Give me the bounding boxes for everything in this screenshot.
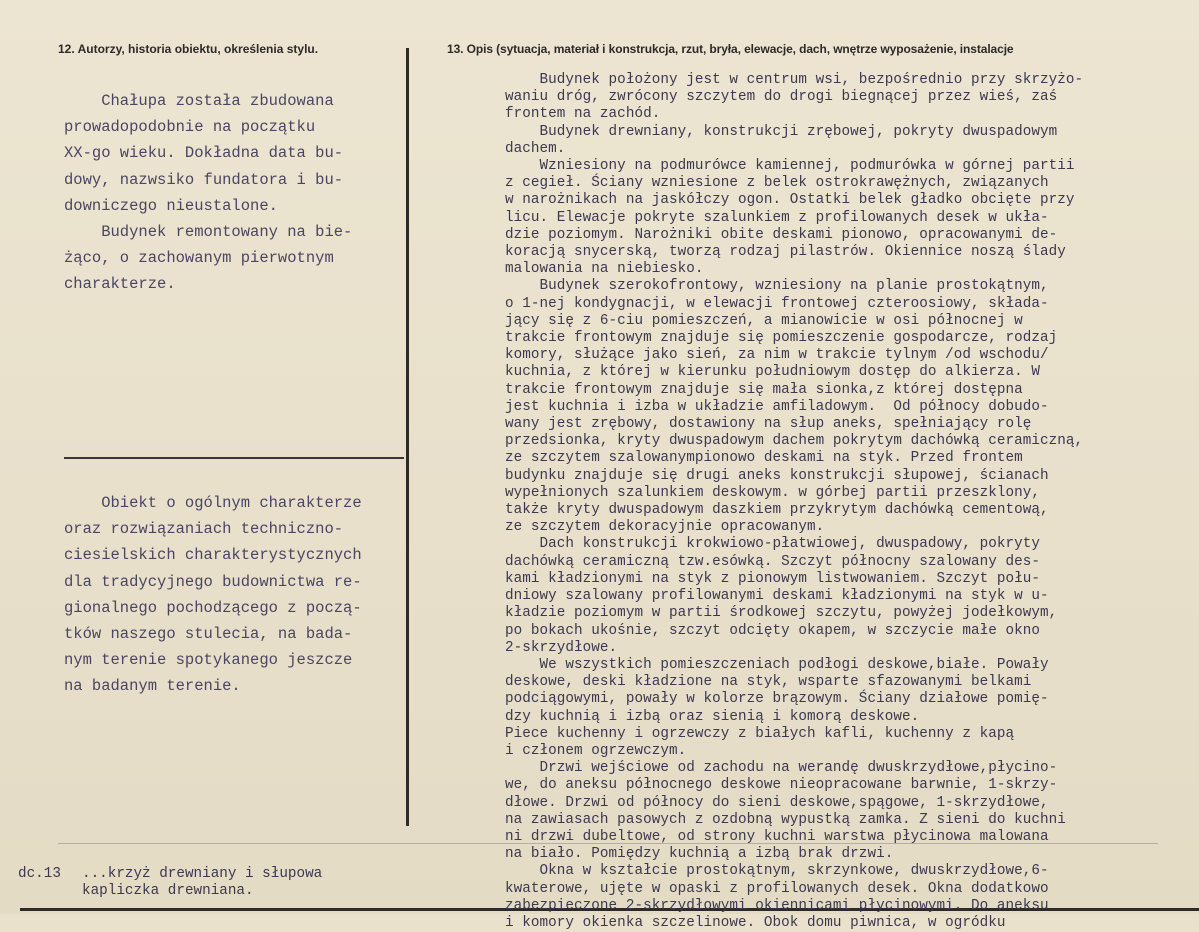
- footer-note: ...krzyż drewniany i słupowa kapliczka drewniana.: [82, 866, 323, 900]
- section-12-header: 12. Autorzy, historia obiektu, określenia stylu.: [58, 42, 319, 56]
- history-text: Chałupa została zbudowana prowadopodobnie na początku XX-go wieku. Dokładna data bu- dowy, nazwsiko fundatora i bu- downiczego nieustalone. Budynek remontowany na bie- żąco, o zachowanym pierwotnym charakterze.: [64, 92, 353, 294]
- column-divider: [406, 48, 409, 826]
- character-text: Obiekt o ogólnym charakterze oraz rozwiązaniach techniczno- ciesielskich charakterystycznych dla tradycyjnego budownictwa re- gionalnego pochodzącego z począ- tków naszego stulecia, na bada- nym terenie spotykanego jeszcze na badanym terenie.: [64, 494, 362, 696]
- description-text: Budynek położony jest w centrum wsi, bezpośrednio przy skrzyżo- waniu dróg, zwrócony szczytem do drogi biegnącej przez wieś, zaś frontem na zachód. Budynek drewniany, konstrukcji zrębowej, pokryty dwuspadowym dachem. Wzniesiony na podmurówce kamiennej, podmurówka w górnej partii z cegieł. Ściany wzniesione z belek ostrokrawężnych, związanych w narożnikach na jaskółczy ogon. Ostatki belek gładko obcięte przy licu. Elewacje pokryte szalunkiem z profilowanych desek w ukła- dzie poziomym. Narożniki obite deskami pionowo, opracowanymi de- koracją snycerską, tworzą rodzaj pilastrów. Okiennice noszą ślady malowania na niebiesko. Budynek szerokofrontowy, wzniesiony na planie prostokątnym, o 1-nej kondygnacji, w elewacji frontowej czteroosiowy, składa- jący się z 6-ciu pomieszczeń, a mianowicie w osi północnej w trakcie frontowym znajduje się pomieszczenie gospodarcze, rodzaj komory, służące jako sień, za nim w trakcie tylnym /od wschodu/ kuchnia, z której w kierunku południowym dostęp do alkierza. W trakcie frontowym znajduje się mała sionka,z której dostępna jest kuchnia i izba w układzie amfiladowym. Od północy dobudo- wany jest zrębowy, dostawiony na słup aneks, spełniający rolę przedsionka, kryty dwuspadowym dachem pokrytym dachówką ceramiczną, ze szczytem szalowanympionowo deskami na styk. Przed frontem budynku znajduje się drugi aneks konstrukcji słupowej, ścianach wypełnionych szalunkiem deskowym. w górbej partii przeszklony, także kryty dwuspadowym daszkiem przykrytym dachówką cementową, ze szczytem dekoracyjnie opracowanym. Dach konstrukcji krokwiowo-płatwiowej, dwuspadowy, pokryty dachówką ceramiczną tzw.esówką. Szczyt północny szalowany des- kami kładzionymi na styk z pionowym listwowaniem. Szczyt połu- dniowy szalowany profilowanymi deskami kładzionymi na styk w u- kładzie poziomym w partii środkowej szczytu, powyżej jodełkowym, po bokach ukośnie, szczyt odcięty okapem, w szczycie małe okno 2-skrzydłowe. We wszystkich pomieszczeniach podłogi deskowe,białe. Powały deskowe, deski kładzione na styk, wsparte sfazowanymi belkami podciągowymi, powały w kolorze brązowym. Ściany działowe pomię- dzy kuchnią i izbą oraz sienią i komorą deskowe. Piece kuchenny i ogrzewczy z białych kafli, kuchenny z kapą i członem ogrzewczym. Drzwi wejściowe od zachodu na werandę dwuskrzydłowe,płycino- we, do aneksu północnego deskowe nieopracowane barwnie, 1-skrzy- dłowe. Drzwi od północy do sieni deskowe,spągowe, 1-skrzydłowe, na zawiasach pasowych z ozdobną wypustką zamka. Z sieni do kuchni ni drzwi dubeltowe, od strony kuchni warstwa płycinowa malowana na biało. Pomiędzy kuchnią a izbą brak drzwi. Okna w kształcie prostokątnym, skrzynkowe, dwuskrzydłowe,6- kwaterowe, ujęte w opaski z profilowanych desek. Okna dodatkowo zabezpieczone 2-skrzydłowymi okiennicami płycinowymi. Do aneksu i komory okienka szczelinowe. Obok domu piwnica, w ogródku: [505, 72, 1084, 931]
- footer-reference: dc.13: [18, 866, 61, 882]
- section-13-header: 13. Opis (sytuacja, materiał i konstrukcja, rzut, bryła, elewacje, dach, wnętrze wyposażenie, instalacje: [447, 42, 1014, 56]
- left-section-separator: [64, 457, 404, 459]
